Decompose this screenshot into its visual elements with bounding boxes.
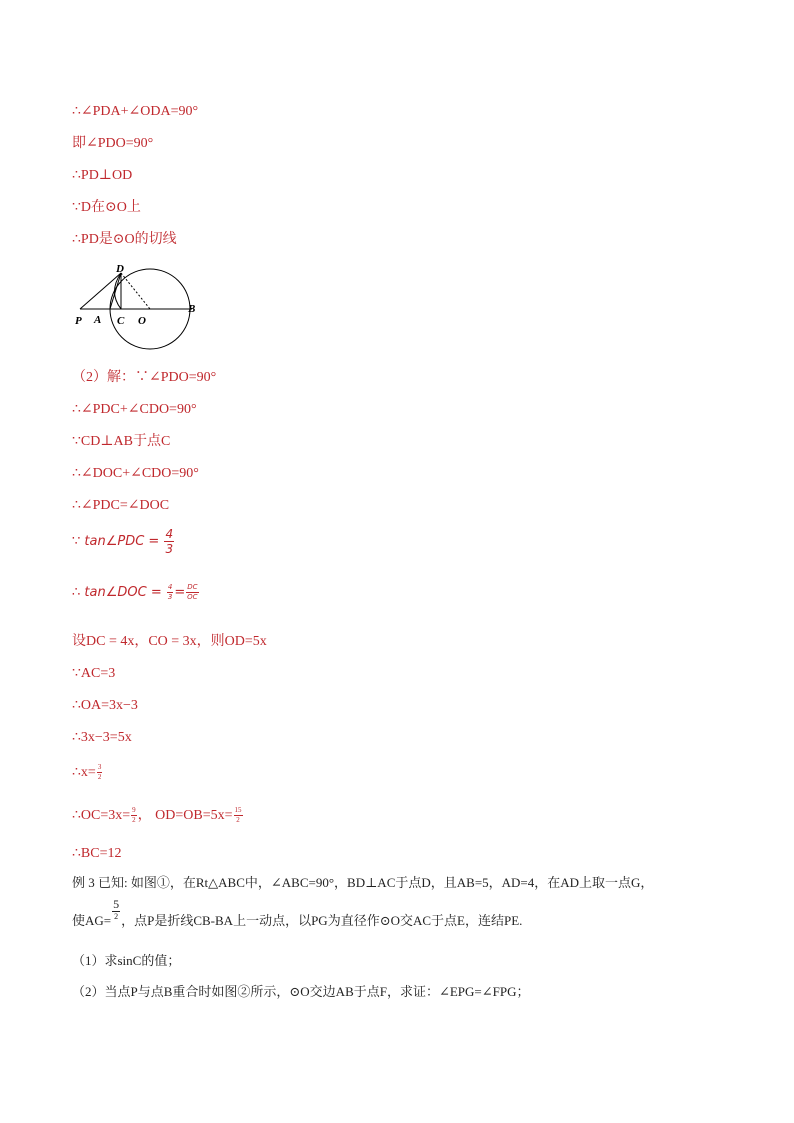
proof-line: ∵D在⊙O上 — [72, 200, 141, 215]
label-p: P — [75, 315, 82, 327]
fraction: $\frac{3}{2}$ — [97, 763, 102, 782]
tan-doc-line: ∴ tan∠DOC = $\frac{4}{3}$ = $\frac{DC}{OC}$ — [72, 583, 198, 601]
oc-od-line: ∴OC=3x= $\frac{9}{2}$ ， OD=OB=5x= $\frac{15}{2}$ — [72, 806, 242, 825]
label-o: O — [138, 315, 146, 327]
proof-line: ∴OA=3x−3 — [72, 698, 138, 713]
proof-line: ∴∠PDA+∠ODA=90° — [72, 104, 199, 119]
example3-line2: 使AG= $\frac{5}{2}$ ，点P是折线CB-BA上一动点，以PG为直径作⊙O交AC于点E，连结PE. — [72, 897, 523, 928]
fraction: $\frac{4}{3}$ — [167, 583, 173, 601]
line-do — [121, 273, 150, 309]
proof-line: ∴∠DOC+∠CDO=90° — [72, 466, 199, 481]
example3-q2: （2）当点P与点B重合时如图②所示，⊙O交边AB于点F，求证：∠EPG=∠FPG； — [72, 984, 530, 999]
label-c: C — [117, 315, 125, 327]
label-a: A — [94, 314, 102, 326]
geometry-figure — [72, 262, 202, 358]
proof-line: ∴∠PDC+∠CDO=90° — [72, 402, 197, 417]
proof-line: ∴PD是⊙O的切线 — [72, 232, 177, 247]
proof-line: 设DC = 4x，CO = 3x，则OD=5x — [72, 634, 267, 649]
bc-line: ∴BC=12 — [72, 846, 122, 861]
label-d: D — [116, 263, 124, 275]
tan-pdc-line: ∵ tan∠PDC = $\frac{4}{3}$ — [72, 527, 174, 556]
proof-line: ∵CD⊥AB于点C — [72, 434, 171, 449]
proof-line: 即∠PDO=90° — [72, 136, 154, 151]
x-value-line: ∴x= $\frac{3}{2}$ — [72, 763, 102, 782]
example3-line1: 例 3 已知: 如图①，在Rt△ABC中，∠ABC=90°，BD⊥AC于点D，且AB=5，AD=4，在AD上取一点G， — [72, 875, 654, 890]
proof-line: ∴PD⊥OD — [72, 168, 133, 183]
example3-q1: （1）求sinC的值； — [72, 953, 181, 968]
label-b: B — [188, 303, 196, 315]
fraction: $\frac{DC}{OC}$ — [187, 583, 198, 601]
proof-line: ∵AC=3 — [72, 666, 116, 681]
fraction: $\frac{9}{2}$ — [132, 806, 136, 825]
fraction: $\frac{4}{3}$ — [165, 527, 174, 556]
proof-line: （2）解：∵∠PDO=90° — [72, 370, 217, 385]
proof-line: ∴3x−3=5x — [72, 730, 132, 745]
proof-line: ∴∠PDC=∠DOC — [72, 498, 170, 513]
fraction: $\frac{5}{2}$ — [113, 897, 120, 921]
fraction: $\frac{15}{2}$ — [234, 806, 242, 825]
